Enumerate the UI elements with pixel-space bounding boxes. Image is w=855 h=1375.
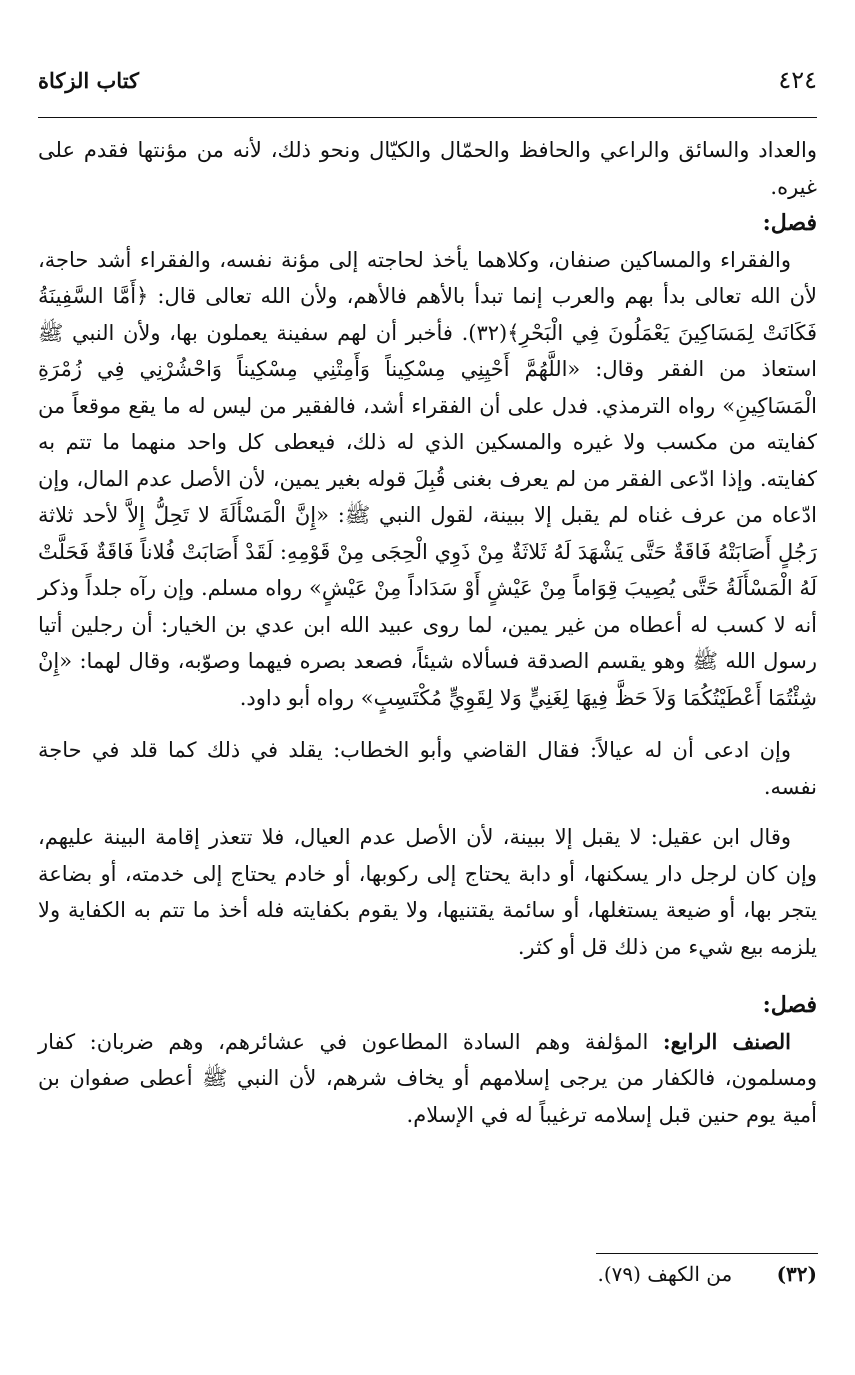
- paragraph-poor-and-needy: والفقراء والمساكين صنفان، وكلاهما يأخذ لحاجته إلى مؤنة نفسه، والفقراء أشد حاجة، لأن الله تعالى بدأ بهم والعرب إنما تبدأ بالأهم فالأهم، ولأن الله تعالى قال: ﴿أَمَّا السَّفِينَةُ فَكَانَتْ لِمَسَاكِينَ يَعْمَلُونَ فِي الْبَحْرِ﴾(٣٢). فأخبر أن لهم سفينة يعملون بها، ولأن النبي ﷺ استعاذ من الفقر وقال: «اللَّهُمَّ أَحْيِنِي مِسْكِيناً وَأَمِتْنِي مِسْكِيناً وَاحْشُرْنِي فِي زُمْرَةِ الْمَسَاكِينِ» رواه الترمذي. فدل على أن الفقراء أشد، فالفقير من ليس له ما يقع موقعاً من كفايته من مكسب ولا غيره والمسكين الذي له ذلك، فيعطى كل واحد منهما ما تتم به كفايته. وإذا ادّعى الفقر من لم يعرف بغنى قُبِلَ قوله بغير يمين، لأن الأصل عدم المال، وإن ادّعاه من عرف غناه لم يقبل إلا ببينة، لقول النبي ﷺ: «إِنَّ الْمَسْأَلَةَ لا تَحِلُّ إِلاَّ لأحد ثلاثة رَجُلٍ أَصَابَتْهُ فَاقَةٌ حَتَّى يَشْهَدَ لَهُ ثَلاثَةٌ مِنْ ذَوِي الْحِجَى مِنْ قَوْمِهِ: لَقَدْ أَصَابَتْ فُلاناً فَاقَةٌ فَحَلَّتْ لَهُ الْمَسْأَلَةُ حَتَّى يُصِيبَ قِوَاماً مِنْ عَيْشٍ أَوْ سَدَاداً مِنْ عَيْشٍ» رواه مسلم. وإن رآه جلداً وذكر أنه لا كسب له أعطاه من غير يمين، لما روى عبيد الله ابن عدي بن الخيار: أن رجلين أتيا رسول الله ﷺ وهو يقسم الصدقة فسألاه شيئاً، فصعد بصره فيهما وصوّبه، وقال لهما: «إِنْ شِئْتُمَا أَعْطَيْتُكُمَا وَلاَ حَظَّ فِيهَا لِغَنِيٍّ وَلا لِقَوِيٍّ مُكْتَسِبٍ» رواه أبو داود.: [38, 247, 817, 710]
- page-header: [38, 66, 817, 106]
- paragraph-ibn-aqil: وقال ابن عقيل: لا يقبل إلا ببينة، لأن الأصل عدم العيال، فلا تتعذر إقامة البينة عليهم، وإن كان لرجل دار يسكنها، أو دابة يحتاج إلى ركوبها، أو خادم يحتاج إلى خدمته، أو بضاعة يتجر بها، أو ضيعة يستغلها، أو سائمة يقتنيها، ولا يقوم بكفايته فله أخذ ما تتم به الكفاية ولا يلزمه بيع شيء من ذلك قل أو كثر.: [38, 825, 817, 959]
- book-title: كتاب الزكاة: [38, 68, 140, 93]
- footnote: [597, 1262, 817, 1286]
- paragraph-dependents: وإن ادعى أن له عيالاً: فقال القاضي وأبو الخطاب: يقلد في ذلك كما قلد في حاجة نفسه.: [38, 738, 817, 799]
- header-rule: [38, 117, 817, 118]
- section-heading-1: فصل:: [762, 210, 817, 236]
- paragraph-fourth-category: [38, 1024, 817, 1134]
- fourth-category-label: الصنف الرابع:: [662, 1028, 791, 1054]
- paragraph-intro: والعداد والسائق والراعي والحافظ والحمّال والكيّال ونحو ذلك، لأنه من مؤنتها فقدم على غيره.: [38, 138, 817, 199]
- footnote-text: من الكهف (٧٩).: [597, 1262, 733, 1286]
- footnote-number: (٣٢): [776, 1262, 817, 1286]
- fourth-category-text: المؤلفة وهم السادة المطاعون في عشائرهم، وهم ضربان: كفار ومسلمون، فالكفار من يرجى إسلامهم أو يخاف شرهم، لأن النبي ﷺ أعطى صفوان بن أمية يوم حنين قبل إسلامه ترغيباً له في الإسلام.: [38, 1029, 817, 1127]
- page-number: ٤٢٤: [778, 66, 817, 94]
- section-heading-2: فصل:: [762, 992, 817, 1018]
- main-text: [38, 132, 817, 1133]
- footnote-rule: [596, 1253, 818, 1254]
